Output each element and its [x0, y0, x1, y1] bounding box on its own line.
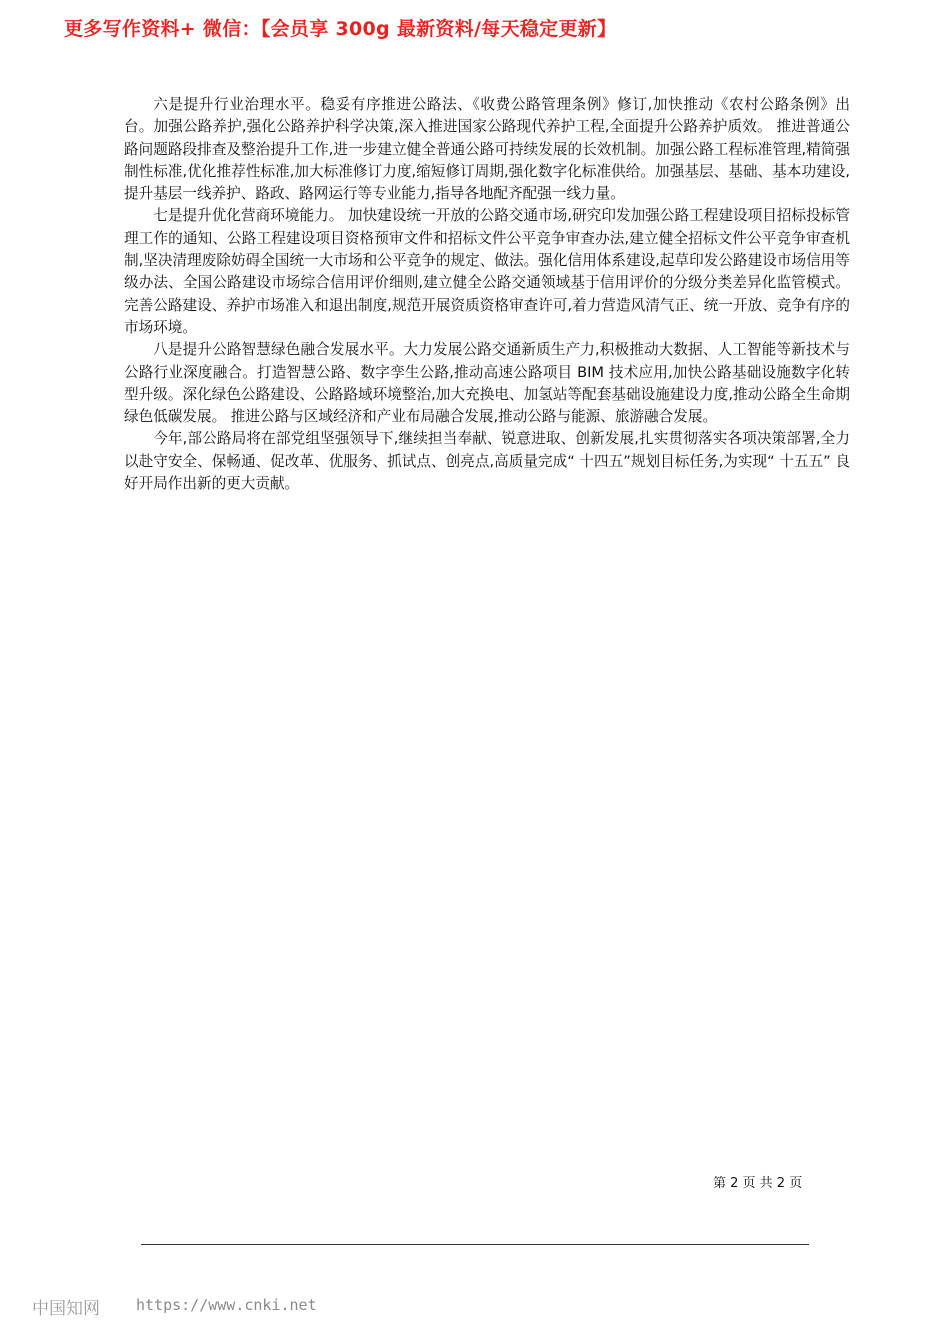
- paragraph-conclusion: 今年,部公路局将在部党组坚强领导下,继续担当奉献、锐意进取、创新发展,扎实贯彻落实各项决策部署,全力以赴守安全、保畅通、促改革、优服务、抓试点、创亮点,高质量完成“ 十四五”规划目标任务,为实现“ 十五五” 良好开局作出新的更大贡献。: [124, 430, 850, 493]
- document-body: [124, 94, 850, 495]
- footer-divider: [141, 1244, 809, 1245]
- paragraph-smart-green-development: 八是提升公路智慧绿色融合发展水平。大力发展公路交通新质生产力,积极推动大数据、人工智能等新技术与公路行业深度融合。打造智慧公路、数字孪生公路,推动高速公路项目 BIM 技术应用,加快公路基础设施数字化转型升级。深化绿色公路建设、公路路域环境整治,加大充换电、加氢站等配套基础设施建设力度,推动公路全生命期绿色低碳发展。 推进公路与区域经济和产业布局融合发展,推动公路与能源、旅游融合发展。: [124, 341, 850, 426]
- promo-banner: 更多写作资料+ 微信：【会员享 300g 最新资料/每天稳定更新】: [64, 18, 617, 40]
- cnki-watermark-logo: 中国知网: [32, 1299, 100, 1319]
- paragraph-governance: 六是提升行业治理水平。稳妥有序推进公路法、《收费公路管理条例》修订,加快推动《农村公路条例》出台。加强公路养护,强化公路养护科学决策,深入推进国家公路现代养护工程,全面提升公路养护质效。 推进普通公路问题路段排查及整治提升工作,进一步建立健全普通公路可持续发展的长效机制。加强公路工程标准管理,精简强制性标准,优化推荐性标准,加大标准修订力度,缩短修订周期,强化数字化标准供给。加强基层、基础、基本功建设,提升基层一线养护、路政、路网运行等专业能力,指导各地配齐配强一线力量。: [124, 96, 850, 203]
- paragraph-business-environment: 七是提升优化营商环境能力。 加快建设统一开放的公路交通市场,研究印发加强公路工程建设项目招标投标管理工作的通知、公路工程建设项目资格预审文件和招标文件公平竞争审查办法,建立健全招标文件公平竞争审查机制,坚决清理废除妨碍全国统一大市场和公平竞争的规定、做法。强化信用体系建设,起草印发公路建设市场信用等级办法、全国公路建设市场综合信用评价细则,建立健全公路交通领域基于信用评价的分级分类差异化监管模式。完善公路建设、养护市场准入和退出制度,规范开展资质资格审查许可,着力营造风清气正、统一开放、竞争有序的市场环境。: [124, 207, 850, 336]
- page-number: 第 2 页 共 2 页: [713, 1176, 803, 1191]
- cnki-watermark-url: https://www.cnki.net: [136, 1296, 317, 1314]
